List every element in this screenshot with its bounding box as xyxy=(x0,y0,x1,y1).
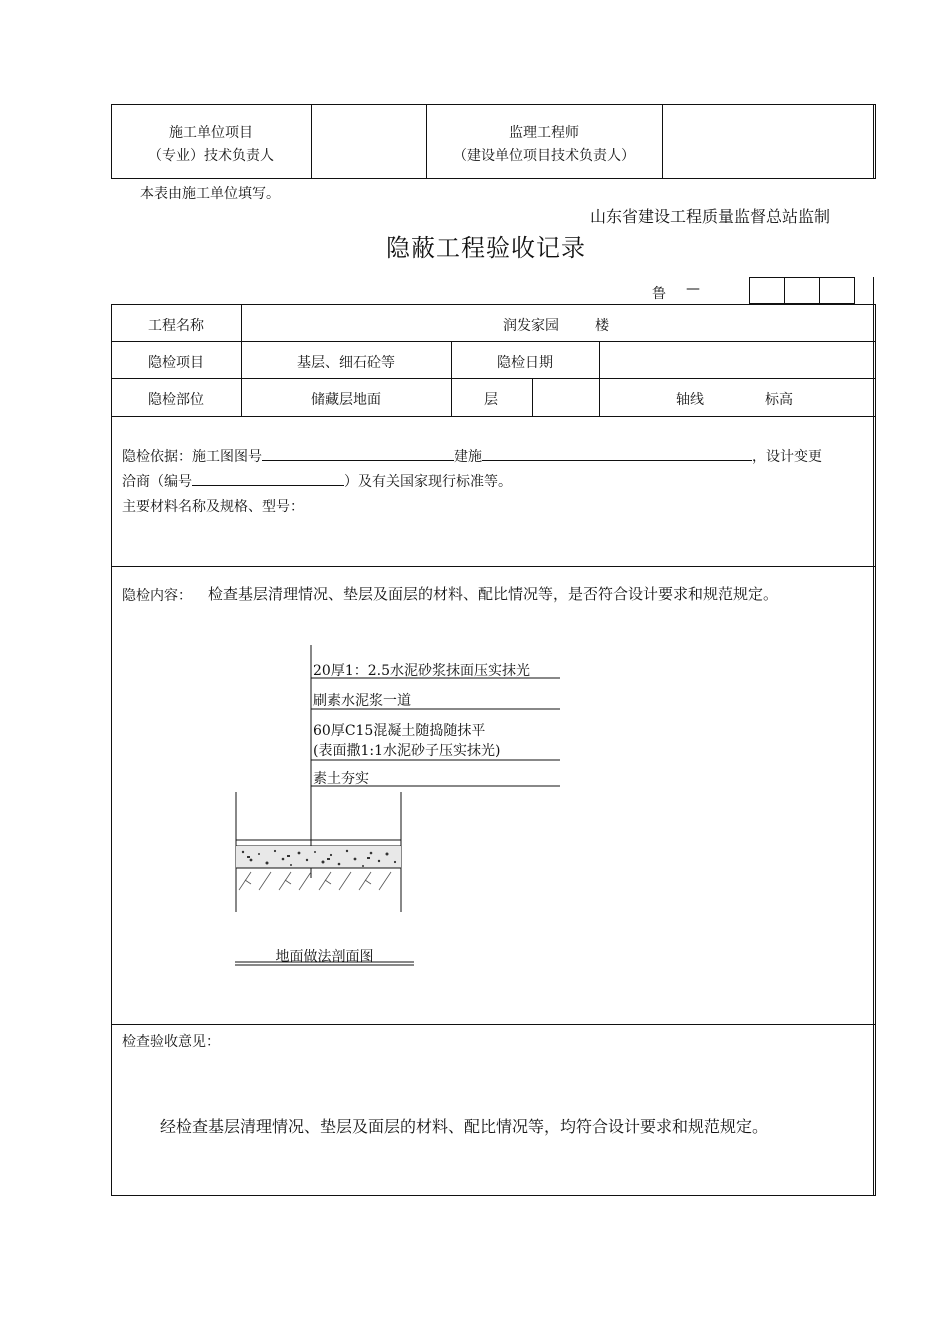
layer-1-text: 20厚1：2.5水泥砂浆抹面压实抹光 xyxy=(313,663,530,679)
content-text: 检查基层清理情况、垫层及面层的材料、配比情况等，是否符合设计要求和规范规定。 xyxy=(208,585,779,603)
record-form-right-double-line xyxy=(873,304,874,1196)
basis-change-label: ，设计变更 xyxy=(752,449,822,465)
layer-2-text: 刷素水泥浆一道 xyxy=(313,693,411,709)
materials-label: 主要材料名称及规格、型号： xyxy=(122,499,304,515)
row-divider xyxy=(111,416,876,417)
inspection-date-label: 隐检日期 xyxy=(497,355,553,371)
row-divider xyxy=(111,341,876,342)
tech-lead-label-line1: 施工单位项目 xyxy=(169,125,253,141)
divider xyxy=(311,104,312,179)
code-dash: — xyxy=(686,281,700,297)
basis-arch-label: 建施 xyxy=(454,449,482,465)
opinion-label: 检查验收意见： xyxy=(122,1034,220,1050)
arch-no-blank xyxy=(482,446,752,461)
basis-negotiation-label: 洽商（编号 xyxy=(122,474,192,490)
inspection-part-value: 储藏层地面 xyxy=(311,392,381,408)
inspection-item-value: 基层、细石砼等 xyxy=(297,355,395,371)
form-note: 本表由施工单位填写。 xyxy=(140,186,280,202)
divider xyxy=(662,104,663,179)
basis-line-1 xyxy=(122,446,822,466)
opinion-text: 经检查基层清理情况、垫层及面层的材料、配比情况等，均符合设计要求和规范规定。 xyxy=(160,1117,769,1136)
inspection-part-label: 隐检部位 xyxy=(148,392,204,408)
divider xyxy=(873,277,874,304)
row-divider xyxy=(111,1024,876,1025)
layer-4-text: 素土夯实 xyxy=(313,771,369,787)
supervising-authority: 山东省建设工程质量监督总站监制 xyxy=(590,207,831,226)
col-divider xyxy=(532,378,533,416)
signature-table-right-double-line xyxy=(873,104,874,179)
basis-standards-text: ）及有关国家现行标准等。 xyxy=(344,474,512,490)
code-boxes xyxy=(749,277,855,304)
divider xyxy=(819,277,820,304)
diagram-caption: 地面做法剖面图 xyxy=(275,949,374,965)
divider xyxy=(784,277,785,304)
project-name-value: 润发家园 xyxy=(503,318,559,334)
inspection-item-label: 隐检项目 xyxy=(148,355,204,371)
drawing-no-blank xyxy=(262,446,454,461)
building-suffix: 楼 xyxy=(595,318,609,334)
project-name-label: 工程名称 xyxy=(148,318,204,334)
basis-drawing-label: 隐检依据：施工图图号 xyxy=(122,449,262,465)
floor-label: 层 xyxy=(484,392,498,408)
supervisor-label-line2: （建设单位项目技术负责人） xyxy=(453,148,635,164)
tech-lead-label-line2: （专业）技术负责人 xyxy=(148,148,274,164)
negotiation-no-blank xyxy=(192,471,344,486)
row-divider xyxy=(111,566,876,567)
layer-3-text: 60厚C15混凝土随捣随抹平 xyxy=(313,723,486,739)
basis-line-2 xyxy=(122,471,512,491)
col-divider xyxy=(599,341,600,416)
supervisor-label-line1: 监理工程师 xyxy=(509,125,579,141)
page-title: 隐蔽工程验收记录 xyxy=(386,234,586,262)
code-prefix: 鲁 xyxy=(652,286,666,302)
axis-label: 轴线 xyxy=(676,392,704,408)
row-divider xyxy=(111,378,876,379)
elevation-label: 标高 xyxy=(765,392,793,408)
content-label: 隐检内容： xyxy=(122,588,192,604)
layer-3-note: (表面撒1:1水泥砂子压实抹光) xyxy=(313,743,501,759)
